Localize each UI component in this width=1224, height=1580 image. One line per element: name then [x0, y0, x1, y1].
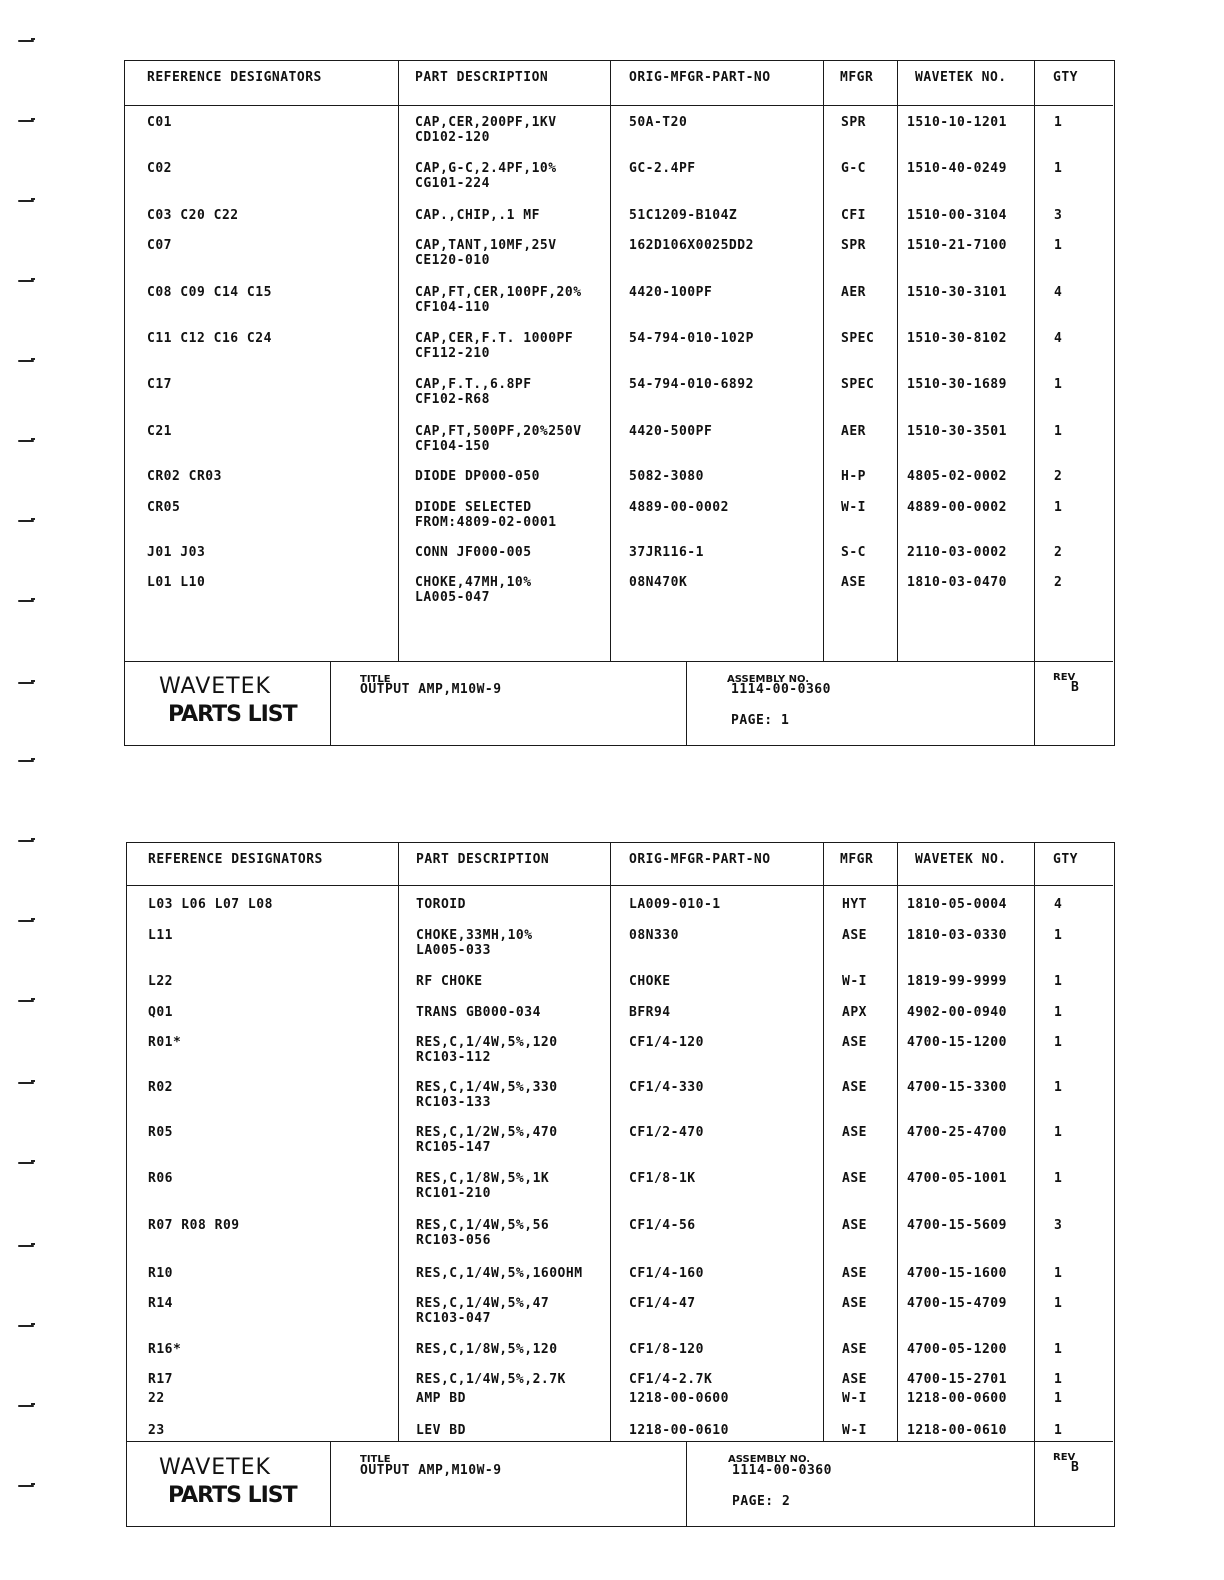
cell-part-description-code: RC101-210 — [416, 1186, 491, 1201]
cell-mfgr: AER — [841, 285, 866, 300]
cell-part-description-code: LA005-047 — [415, 590, 490, 605]
cell-wavetek-no: 2110-03-0002 — [907, 545, 1007, 560]
rev-label: REV — [1053, 1452, 1076, 1463]
cell-qty: 1 — [1054, 1296, 1063, 1311]
header-orig-mfgr-part-no: ORIG-MFGR-PART-NO — [629, 70, 771, 85]
cell-orig-mfgr-part-no: CF1/4-56 — [629, 1218, 696, 1233]
cell-wavetek-no: 1510-21-7100 — [907, 238, 1007, 253]
cell-reference-designator: R14 — [148, 1296, 173, 1311]
cell-mfgr: CFI — [841, 208, 866, 223]
cell-orig-mfgr-part-no: BFR94 — [629, 1005, 671, 1020]
cell-reference-designator: L22 — [148, 974, 173, 989]
cell-mfgr: G-C — [841, 161, 866, 176]
margin-mark — [18, 600, 34, 602]
cell-orig-mfgr-part-no: CF1/4-47 — [629, 1296, 696, 1311]
header-wavetek-no: WAVETEK NO. — [915, 852, 1007, 867]
cell-qty: 1 — [1054, 377, 1063, 392]
cell-qty: 1 — [1054, 1391, 1063, 1406]
cell-mfgr: ASE — [842, 1342, 867, 1357]
cell-orig-mfgr-part-no: 54-794-010-102P — [629, 331, 754, 346]
cell-part-description: CAP,FT,500PF,20%250V — [415, 424, 582, 439]
cell-orig-mfgr-part-no: 162D106X0025DD2 — [629, 238, 754, 253]
wavetek-logo: WAVETEK — [159, 674, 271, 699]
cell-qty: 1 — [1054, 1171, 1063, 1186]
col-divider — [823, 61, 824, 661]
header-rule — [127, 885, 1113, 886]
page-number: PAGE: 1 — [731, 713, 790, 728]
cell-orig-mfgr-part-no: 08N470K — [629, 575, 688, 590]
cell-wavetek-no: 4805-02-0002 — [907, 469, 1007, 484]
cell-qty: 1 — [1054, 424, 1063, 439]
cell-mfgr: ASE — [842, 928, 867, 943]
cell-orig-mfgr-part-no: CF1/4-2.7K — [629, 1372, 713, 1387]
cell-reference-designator: C11 C12 C16 C24 — [147, 331, 272, 346]
col-divider — [1034, 61, 1035, 745]
header-rule — [125, 105, 1113, 106]
cell-mfgr: SPEC — [841, 331, 875, 346]
cell-part-description: RES,C,1/4W,5%,56 — [416, 1218, 550, 1233]
cell-reference-designator: R16* — [148, 1342, 182, 1357]
cell-reference-designator: R06 — [148, 1171, 173, 1186]
parts-list-label: PARTS LIST — [168, 702, 297, 727]
cell-wavetek-no: 1510-30-3101 — [907, 285, 1007, 300]
sheet-title: OUTPUT AMP,M10W-9 — [360, 682, 502, 697]
margin-mark — [18, 682, 34, 684]
margin-mark — [18, 760, 34, 762]
cell-qty: 2 — [1054, 545, 1063, 560]
cell-orig-mfgr-part-no: LA009-010-1 — [629, 897, 721, 912]
cell-qty: 1 — [1054, 1080, 1063, 1095]
cell-reference-designator: R17 — [148, 1372, 173, 1387]
cell-mfgr: S-C — [841, 545, 866, 560]
cell-orig-mfgr-part-no: CF1/4-160 — [629, 1266, 704, 1281]
cell-qty: 3 — [1054, 1218, 1063, 1233]
margin-mark — [18, 1245, 34, 1247]
col-divider — [398, 61, 399, 661]
cell-reference-designator: R07 R08 R09 — [148, 1218, 240, 1233]
col-divider — [610, 61, 611, 661]
cell-reference-designator: J01 J03 — [147, 545, 206, 560]
cell-part-description: RES,C,1/4W,5%,330 — [416, 1080, 558, 1095]
cell-mfgr: W-I — [842, 974, 867, 989]
cell-wavetek-no: 1510-30-3501 — [907, 424, 1007, 439]
margin-mark — [18, 40, 34, 42]
cell-orig-mfgr-part-no: 50A-T20 — [629, 115, 688, 130]
cell-wavetek-no: 1810-03-0330 — [907, 928, 1007, 943]
page-number: PAGE: 2 — [732, 1494, 791, 1509]
margin-mark — [18, 1325, 34, 1327]
cell-wavetek-no: 4700-15-1200 — [907, 1035, 1007, 1050]
cell-wavetek-no: 4700-15-2701 — [907, 1372, 1007, 1387]
margin-marks — [18, 0, 38, 1580]
cell-part-description: CHOKE,33MH,10% — [416, 928, 533, 943]
cell-mfgr: ASE — [842, 1266, 867, 1281]
cell-reference-designator: CR05 — [147, 500, 181, 515]
parts-list-label: PARTS LIST — [168, 1483, 297, 1508]
margin-mark — [18, 1082, 34, 1084]
cell-part-description: RES,C,1/8W,5%,1K — [416, 1171, 550, 1186]
cell-part-description-code: RC103-133 — [416, 1095, 491, 1110]
margin-mark — [18, 280, 34, 282]
header-qty: GTY — [1053, 70, 1078, 85]
cell-orig-mfgr-part-no: GC-2.4PF — [629, 161, 696, 176]
cell-qty: 1 — [1054, 1423, 1063, 1438]
cell-part-description: RES,C,1/4W,5%,2.7K — [416, 1372, 566, 1387]
cell-part-description-code: RC103-112 — [416, 1050, 491, 1065]
header-reference-designators: REFERENCE DESIGNATORS — [148, 852, 323, 867]
cell-part-description: RES,C,1/4W,5%,47 — [416, 1296, 550, 1311]
cell-wavetek-no: 1510-30-8102 — [907, 331, 1007, 346]
rev-label: REV — [1053, 672, 1076, 683]
cell-mfgr: W-I — [842, 1391, 867, 1406]
cell-orig-mfgr-part-no: 54-794-010-6892 — [629, 377, 754, 392]
cell-reference-designator: R10 — [148, 1266, 173, 1281]
cell-reference-designator: C01 — [147, 115, 172, 130]
cell-part-description: TOROID — [416, 897, 466, 912]
cell-part-description-code: RC103-047 — [416, 1311, 491, 1326]
cell-part-description: DIODE DP000-050 — [415, 469, 540, 484]
col-divider — [610, 843, 611, 1441]
assembly-label: ASSEMBLY NO. — [727, 674, 810, 685]
header-part-description: PART DESCRIPTION — [416, 852, 550, 867]
cell-reference-designator: C03 C20 C22 — [147, 208, 239, 223]
header-orig-mfgr-part-no: ORIG-MFGR-PART-NO — [629, 852, 771, 867]
col-divider — [398, 843, 399, 1441]
cell-orig-mfgr-part-no: 5082-3080 — [629, 469, 704, 484]
header-reference-designators: REFERENCE DESIGNATORS — [147, 70, 322, 85]
cell-wavetek-no: 4902-00-0940 — [907, 1005, 1007, 1020]
header-mfgr: MFGR — [840, 70, 874, 85]
cell-mfgr: W-I — [841, 500, 866, 515]
margin-mark — [18, 840, 34, 842]
cell-part-description: LEV BD — [416, 1423, 466, 1438]
cell-reference-designator: C08 C09 C14 C15 — [147, 285, 272, 300]
cell-part-description-code: RC103-056 — [416, 1233, 491, 1248]
cell-wavetek-no: 1510-30-1689 — [907, 377, 1007, 392]
footer-rule — [125, 661, 1113, 662]
cell-qty: 1 — [1054, 1342, 1063, 1357]
footer-rule — [127, 1441, 1113, 1442]
cell-wavetek-no: 1810-05-0004 — [907, 897, 1007, 912]
cell-mfgr: SPR — [841, 238, 866, 253]
assembly-number: 1114-00-0360 — [731, 682, 831, 697]
cell-wavetek-no: 4700-15-3300 — [907, 1080, 1007, 1095]
cell-orig-mfgr-part-no: CF1/8-120 — [629, 1342, 704, 1357]
cell-part-description: CAP.,CHIP,.1 MF — [415, 208, 540, 223]
cell-part-description: RF CHOKE — [416, 974, 483, 989]
cell-part-description-code: CF112-210 — [415, 346, 490, 361]
margin-mark — [18, 120, 34, 122]
cell-qty: 1 — [1054, 974, 1063, 989]
margin-mark — [18, 200, 34, 202]
cell-reference-designator: L11 — [148, 928, 173, 943]
cell-reference-designator: C07 — [147, 238, 172, 253]
margin-mark — [18, 1000, 34, 1002]
cell-part-description-code: CF102-R68 — [415, 392, 490, 407]
cell-reference-designator: Q01 — [148, 1005, 173, 1020]
cell-mfgr: ASE — [842, 1125, 867, 1140]
cell-reference-designator: L01 L10 — [147, 575, 206, 590]
cell-qty: 3 — [1054, 208, 1063, 223]
parts-list-sheet-2 — [126, 842, 1115, 1527]
cell-orig-mfgr-part-no: 51C1209-B104Z — [629, 208, 738, 223]
cell-wavetek-no: 1510-00-3104 — [907, 208, 1007, 223]
cell-mfgr: H-P — [841, 469, 866, 484]
cell-qty: 1 — [1054, 1372, 1063, 1387]
cell-part-description: DIODE SELECTED — [415, 500, 532, 515]
cell-part-description-code: LA005-033 — [416, 943, 491, 958]
margin-mark — [18, 1485, 34, 1487]
cell-mfgr: W-I — [842, 1423, 867, 1438]
cell-wavetek-no: 4700-25-4700 — [907, 1125, 1007, 1140]
col-divider — [1034, 843, 1035, 1526]
cell-part-description: CHOKE,47MH,10% — [415, 575, 532, 590]
cell-part-description: CAP,CER,F.T. 1000PF — [415, 331, 574, 346]
cell-part-description: CONN JF000-005 — [415, 545, 532, 560]
cell-wavetek-no: 1510-40-0249 — [907, 161, 1007, 176]
cell-orig-mfgr-part-no: CF1/4-330 — [629, 1080, 704, 1095]
cell-part-description-code: RC105-147 — [416, 1140, 491, 1155]
cell-part-description: RES,C,1/2W,5%,470 — [416, 1125, 558, 1140]
cell-reference-designator: C02 — [147, 161, 172, 176]
col-divider — [897, 61, 898, 661]
cell-mfgr: ASE — [842, 1296, 867, 1311]
cell-wavetek-no: 4700-15-5609 — [907, 1218, 1007, 1233]
cell-wavetek-no: 1218-00-0610 — [907, 1423, 1007, 1438]
cell-mfgr: APX — [842, 1005, 867, 1020]
margin-mark — [18, 440, 34, 442]
cell-orig-mfgr-part-no: 4420-500PF — [629, 424, 713, 439]
cell-wavetek-no: 4700-15-4709 — [907, 1296, 1007, 1311]
cell-qty: 4 — [1054, 897, 1063, 912]
cell-mfgr: ASE — [842, 1372, 867, 1387]
cell-mfgr: SPEC — [841, 377, 875, 392]
cell-part-description: TRANS GB000-034 — [416, 1005, 541, 1020]
cell-reference-designator: R05 — [148, 1125, 173, 1140]
cell-orig-mfgr-part-no: 1218-00-0610 — [629, 1423, 729, 1438]
cell-wavetek-no: 1810-03-0470 — [907, 575, 1007, 590]
cell-part-description: CAP,FT,CER,100PF,20% — [415, 285, 582, 300]
cell-qty: 4 — [1054, 331, 1063, 346]
cell-reference-designator: R01* — [148, 1035, 182, 1050]
cell-orig-mfgr-part-no: 37JR116-1 — [629, 545, 704, 560]
parts-list-sheet-1 — [124, 60, 1115, 746]
cell-orig-mfgr-part-no: 4889-00-0002 — [629, 500, 729, 515]
header-part-description: PART DESCRIPTION — [415, 70, 549, 85]
cell-wavetek-no: 4700-05-1200 — [907, 1342, 1007, 1357]
cell-reference-designator: CR02 CR03 — [147, 469, 222, 484]
cell-qty: 1 — [1054, 1005, 1063, 1020]
margin-mark — [18, 520, 34, 522]
header-mfgr: MFGR — [840, 852, 874, 867]
cell-reference-designator: L03 L06 L07 L08 — [148, 897, 273, 912]
cell-qty: 2 — [1054, 575, 1063, 590]
cell-part-description-code: CG101-224 — [415, 176, 490, 191]
footer-divider — [330, 1441, 331, 1526]
cell-qty: 2 — [1054, 469, 1063, 484]
cell-part-description: RES,C,1/4W,5%,120 — [416, 1035, 558, 1050]
sheet-title: OUTPUT AMP,M10W-9 — [360, 1463, 502, 1478]
cell-part-description: AMP BD — [416, 1391, 466, 1406]
cell-part-description: CAP,TANT,10MF,25V — [415, 238, 557, 253]
cell-wavetek-no: 1510-10-1201 — [907, 115, 1007, 130]
cell-qty: 1 — [1054, 161, 1063, 176]
cell-mfgr: ASE — [842, 1080, 867, 1095]
cell-reference-designator: 23 — [148, 1423, 165, 1438]
cell-mfgr: HYT — [842, 897, 867, 912]
cell-qty: 4 — [1054, 285, 1063, 300]
header-wavetek-no: WAVETEK NO. — [915, 70, 1007, 85]
cell-qty: 1 — [1054, 500, 1063, 515]
cell-wavetek-no: 4700-15-1600 — [907, 1266, 1007, 1281]
cell-qty: 1 — [1054, 928, 1063, 943]
cell-orig-mfgr-part-no: 4420-100PF — [629, 285, 713, 300]
cell-qty: 1 — [1054, 1125, 1063, 1140]
cell-part-description: CAP,G-C,2.4PF,10% — [415, 161, 557, 176]
cell-reference-designator: 22 — [148, 1391, 165, 1406]
cell-wavetek-no: 1218-00-0600 — [907, 1391, 1007, 1406]
cell-part-description-code: CE120-010 — [415, 253, 490, 268]
cell-wavetek-no: 4889-00-0002 — [907, 500, 1007, 515]
margin-mark — [18, 1405, 34, 1407]
cell-reference-designator: C21 — [147, 424, 172, 439]
cell-orig-mfgr-part-no: 1218-00-0600 — [629, 1391, 729, 1406]
footer-divider — [330, 661, 331, 745]
cell-part-description-code: CD102-120 — [415, 130, 490, 145]
cell-mfgr: ASE — [841, 575, 866, 590]
title-label: TITLE — [360, 1454, 391, 1465]
cell-orig-mfgr-part-no: CF1/4-120 — [629, 1035, 704, 1050]
cell-part-description: CAP,CER,200PF,1KV — [415, 115, 557, 130]
cell-mfgr: ASE — [842, 1218, 867, 1233]
cell-orig-mfgr-part-no: 08N330 — [629, 928, 679, 943]
cell-reference-designator: R02 — [148, 1080, 173, 1095]
cell-part-description-code: CF104-110 — [415, 300, 490, 315]
footer-divider — [686, 1441, 687, 1526]
col-divider — [823, 843, 824, 1441]
cell-part-description: CAP,F.T.,6.8PF — [415, 377, 532, 392]
rev-value: B — [1071, 1460, 1080, 1475]
cell-mfgr: SPR — [841, 115, 866, 130]
footer-divider — [686, 661, 687, 745]
assembly-label: ASSEMBLY NO. — [728, 1454, 811, 1465]
cell-part-description: RES,C,1/4W,5%,160OHM — [416, 1266, 583, 1281]
wavetek-logo: WAVETEK — [159, 1455, 271, 1480]
rev-value: B — [1071, 680, 1080, 695]
cell-qty: 1 — [1054, 115, 1063, 130]
cell-mfgr: ASE — [842, 1171, 867, 1186]
col-divider — [897, 843, 898, 1441]
cell-mfgr: ASE — [842, 1035, 867, 1050]
margin-mark — [18, 360, 34, 362]
header-qty: GTY — [1053, 852, 1078, 867]
cell-qty: 1 — [1054, 1035, 1063, 1050]
cell-part-description-code: FROM:4809-02-0001 — [415, 515, 557, 530]
cell-wavetek-no: 1819-99-9999 — [907, 974, 1007, 989]
cell-orig-mfgr-part-no: CF1/8-1K — [629, 1171, 696, 1186]
cell-part-description: RES,C,1/8W,5%,120 — [416, 1342, 558, 1357]
cell-reference-designator: C17 — [147, 377, 172, 392]
cell-qty: 1 — [1054, 1266, 1063, 1281]
title-label: TITLE — [360, 674, 391, 685]
margin-mark — [18, 920, 34, 922]
cell-part-description-code: CF104-150 — [415, 439, 490, 454]
assembly-number: 1114-00-0360 — [732, 1463, 832, 1478]
cell-orig-mfgr-part-no: CF1/2-470 — [629, 1125, 704, 1140]
cell-orig-mfgr-part-no: CHOKE — [629, 974, 671, 989]
cell-qty: 1 — [1054, 238, 1063, 253]
margin-mark — [18, 1162, 34, 1164]
cell-wavetek-no: 4700-05-1001 — [907, 1171, 1007, 1186]
cell-mfgr: AER — [841, 424, 866, 439]
